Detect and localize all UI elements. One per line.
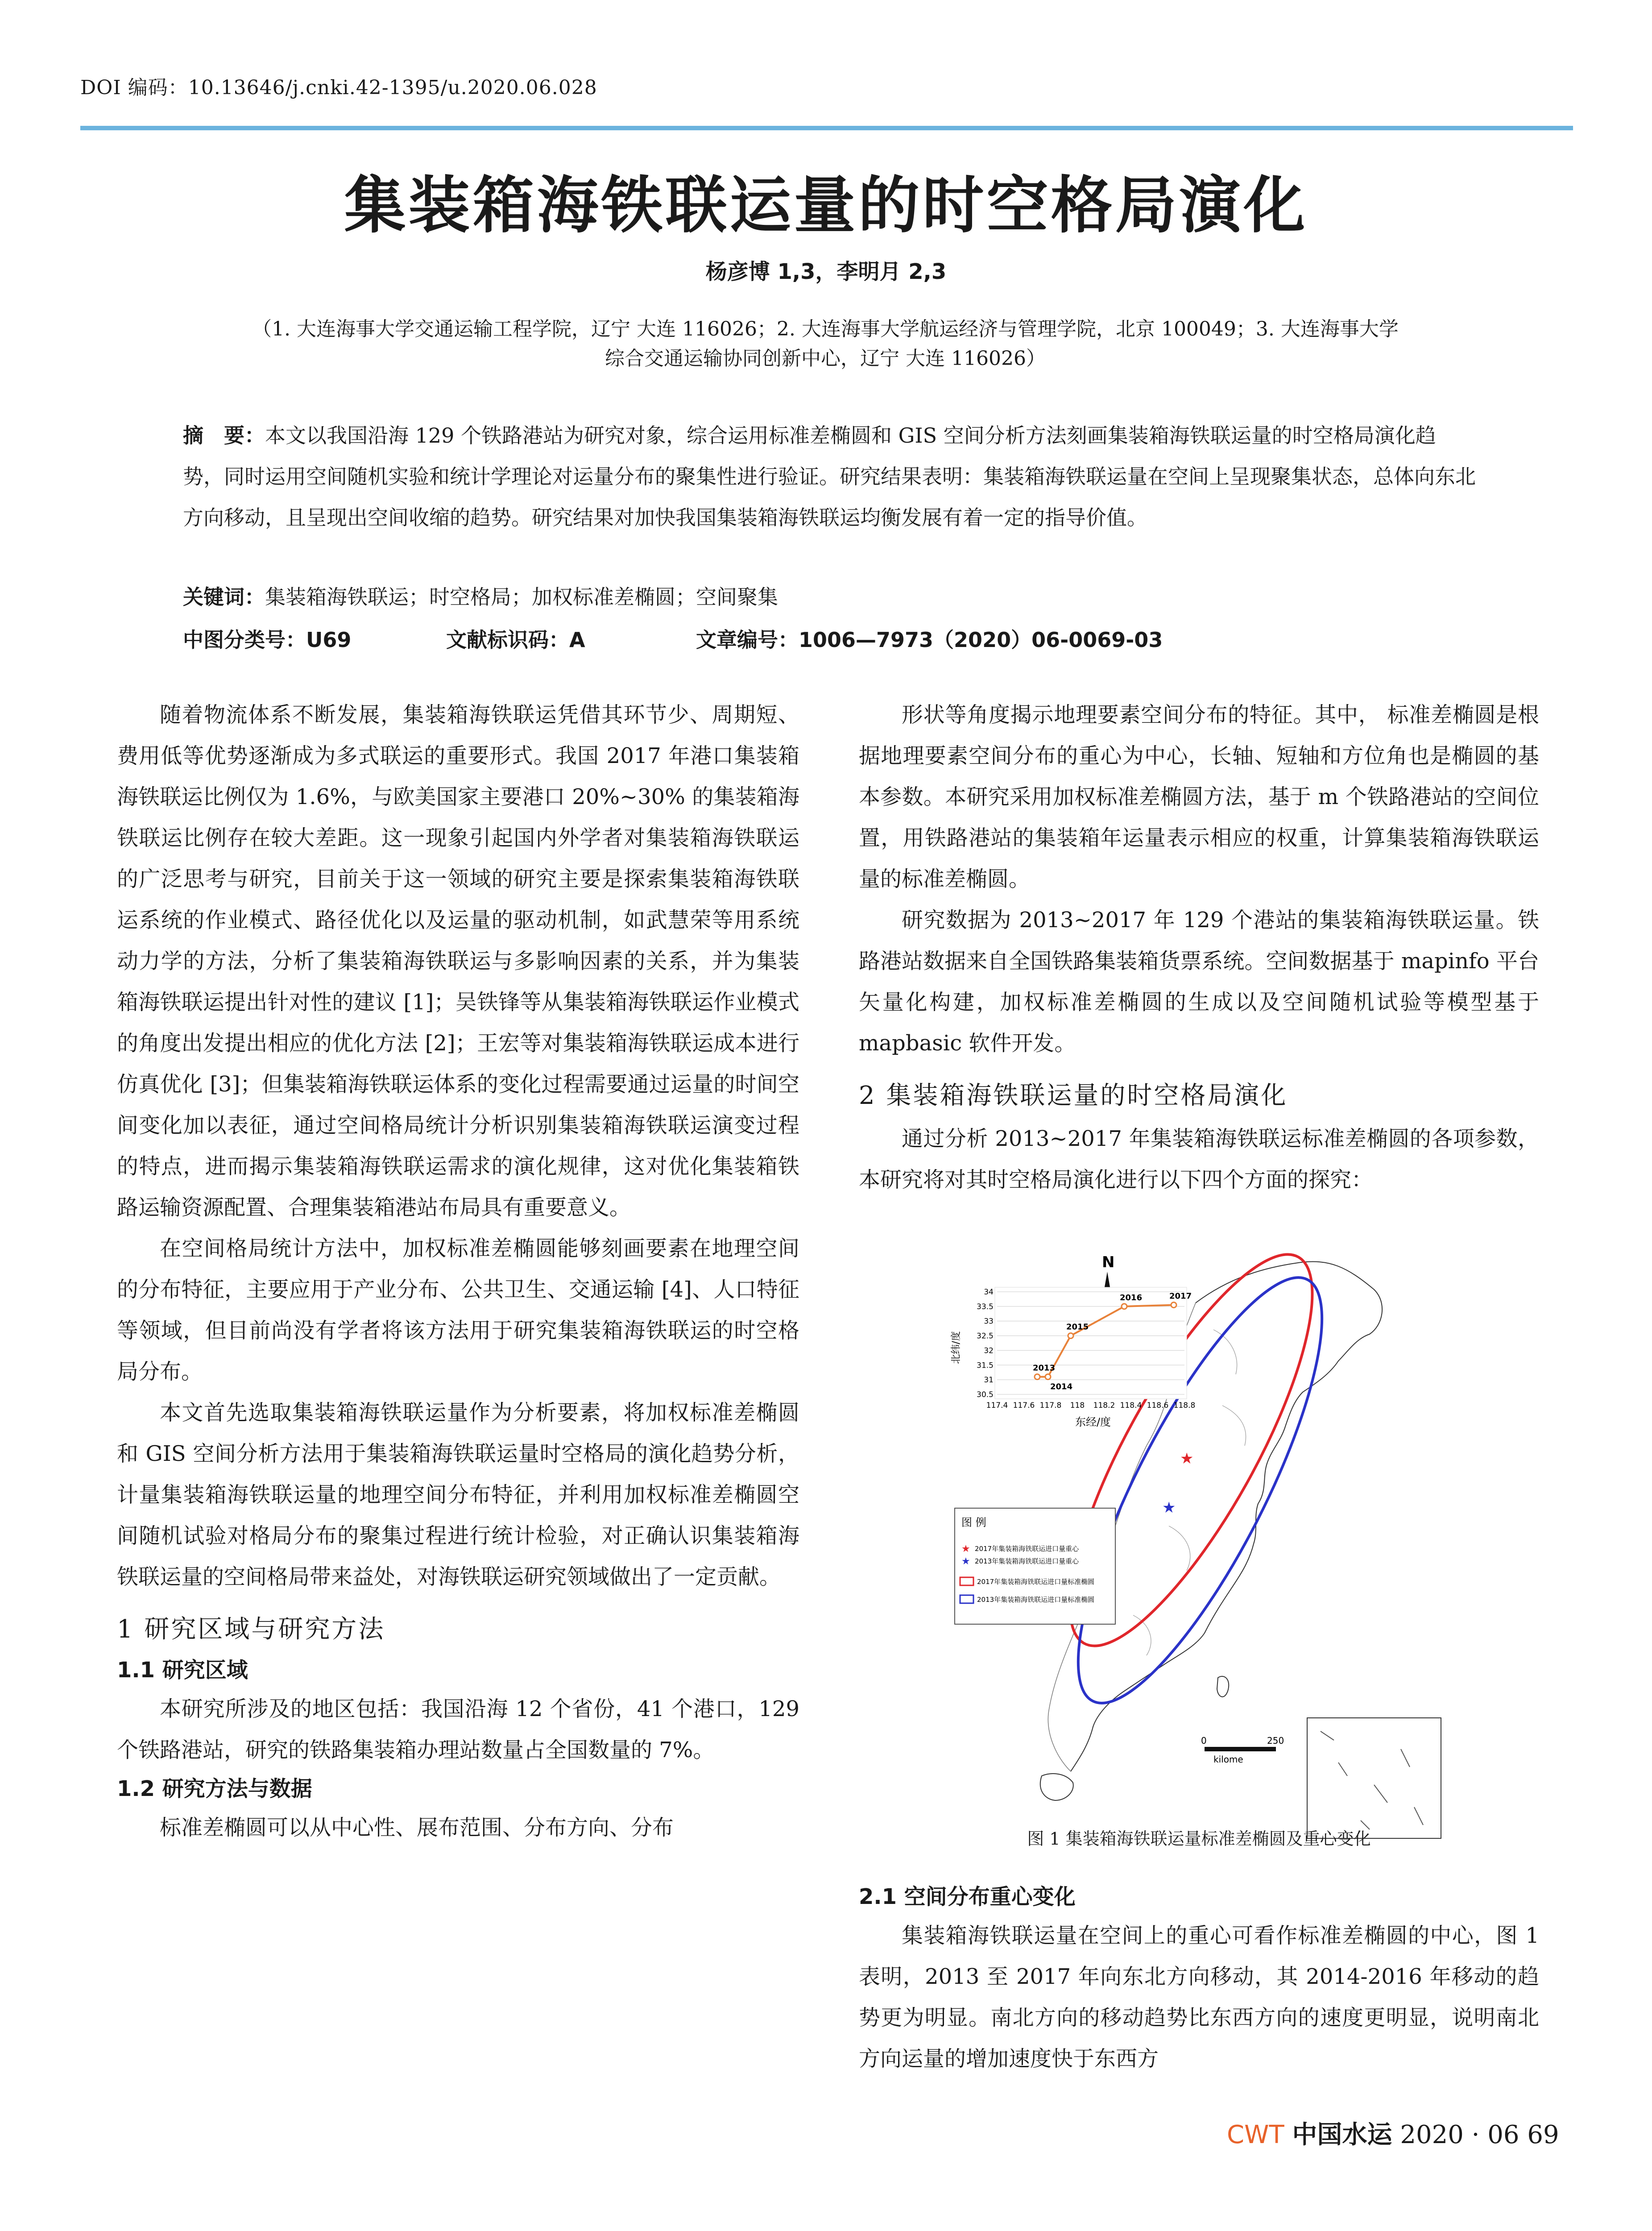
x-tick-label: 118.8 bbox=[1173, 1401, 1196, 1410]
affiliation-line-1: （1. 大连海事大学交通运输工程学院，辽宁 大连 116026；2. 大连海事大学航运经济与管理学院，北京 100049；3. 大连海事大学 bbox=[252, 318, 1399, 340]
subsection-heading-1-1: 1.1 研究区域 bbox=[117, 1658, 248, 1683]
footer-page-number: 69 bbox=[1527, 2120, 1559, 2149]
paragraph: 标准差椭圆可以从中心性、展布范围、分布方向、分布 bbox=[160, 1815, 674, 1840]
map-legend bbox=[955, 1508, 1115, 1624]
paragraph: 本文首先选取集装箱海铁联运量作为分析要素，将加权标准差椭圆和 GIS 空间分析方法用于集装箱海铁联运量时空格局的演化趋势分析，计量集装箱海铁联运量的地理空间分布特征，并利用加权标准差椭圆空间随机试验对格局分布的聚集过程进行统计检验，对正确认识集装箱海铁联运量的空间格局带来益处，对海铁联运研究领域做出了一定贡献。 bbox=[117, 1400, 799, 1589]
y-tick-label: 30.5 bbox=[977, 1390, 994, 1399]
figure-caption: 图 1 集装箱海铁联运量标准差椭圆及重心变化 bbox=[1027, 1829, 1371, 1849]
abstract-label: 摘 要： bbox=[183, 423, 265, 448]
y-tick-label: 34 bbox=[984, 1288, 994, 1297]
legend-item: 2017年集装箱海铁联运进口量标准椭圆 bbox=[977, 1578, 1095, 1586]
left-column bbox=[117, 694, 799, 1848]
scale-zero: 0 bbox=[1201, 1735, 1207, 1746]
right-column-lower bbox=[859, 1879, 1539, 2079]
legend-star-blue-icon: ★ bbox=[961, 1556, 970, 1567]
north-label: N bbox=[1102, 1253, 1115, 1271]
abstract bbox=[183, 415, 1477, 538]
keywords-label: 关键词： bbox=[183, 585, 265, 609]
paragraph: 形状等角度揭示地理要素空间分布的特征。其中， 标准差椭圆是根据地理要素空间分布的重心为中心，长轴、短轴和方位角也是椭圆的基本参数。本研究采用加权标准差椭圆方法，基于 m 个铁路港站的空间位置，用铁路港站的集装箱年运量表示相应的权重，计算集装箱海铁联运量的标准差椭圆。 bbox=[859, 702, 1539, 892]
data-point bbox=[1171, 1302, 1176, 1308]
keywords-text: 集装箱海铁联运；时空格局；加权标准差椭圆；空间聚集 bbox=[265, 585, 778, 609]
centroid-2017-star: ★ bbox=[1180, 1450, 1194, 1468]
x-tick-label: 118.2 bbox=[1093, 1401, 1115, 1410]
scale-bar bbox=[1201, 1735, 1284, 1765]
legend-item: 2013年集装箱海铁联运进口量重心 bbox=[975, 1557, 1079, 1565]
x-tick-label: 118.4 bbox=[1120, 1401, 1142, 1410]
x-tick-label: 117.6 bbox=[1013, 1401, 1035, 1410]
data-point-label: 2014 bbox=[1050, 1382, 1073, 1392]
scale-max: 250 bbox=[1267, 1735, 1284, 1746]
scale-unit: kilome bbox=[1213, 1754, 1243, 1765]
abstract-text: 本文以我国沿海 129 个铁路港站为研究对象，综合运用标准差椭圆和 GIS 空间分析方法刻画集装箱海铁联运量的时空格局演化趋势，同时运用空间随机实验和统计学理论对运量分布的聚集性进行验证。研究结果表明：集装箱海铁联运量在空间上呈现聚集状态，总体向东北方向移动，且呈现出空间收缩的趋势。研究结果对加快我国集装箱海铁联运均衡发展有着一定的指导价值。 bbox=[183, 423, 1476, 530]
header-rule bbox=[80, 126, 1573, 130]
x-tick-label: 117.8 bbox=[1039, 1401, 1062, 1410]
data-point-label: 2016 bbox=[1120, 1293, 1143, 1302]
data-point bbox=[1068, 1333, 1073, 1339]
footer-magazine: 中国水运 bbox=[1292, 2120, 1392, 2149]
paragraph: 集装箱海铁联运量在空间上的重心可看作标准差椭圆的中心，图 1 表明，2013 至 2017 年向东北方向移动，其 2014-2016 年移动的趋势更为明显。南北方向的移动趋势比东西方向的速度更明显，说明南北方向运量的增加速度快于东西方 bbox=[859, 1923, 1539, 2071]
doi-line: DOI 编码：10.13646/j.cnki.42-1395/u.2020.06.028 bbox=[80, 76, 597, 99]
y-tick-label: 31.5 bbox=[977, 1361, 994, 1370]
article-authors: 杨彦博 1,3，李明月 2,3 bbox=[705, 259, 947, 284]
footer-issue: 2020 · 06 bbox=[1400, 2120, 1520, 2149]
right-column bbox=[859, 694, 1539, 1200]
document-code: 文献标识码：A bbox=[446, 628, 585, 652]
x-tick-label: 118 bbox=[1070, 1401, 1085, 1410]
paragraph: 通过分析 2013~2017 年集装箱海铁联运标准差椭圆的各项参数，本研究将对其时空格局演化进行以下四个方面的探究： bbox=[859, 1126, 1539, 1192]
y-tick-label: 33 bbox=[984, 1317, 994, 1326]
data-point bbox=[1045, 1374, 1051, 1380]
inset-y-ticks bbox=[977, 1288, 994, 1399]
x-tick-label: 117.4 bbox=[986, 1401, 1008, 1410]
y-tick-label: 32.5 bbox=[977, 1331, 994, 1341]
data-point bbox=[1035, 1374, 1040, 1380]
article-number: 文章编号：1006—7973（2020）06-0069-03 bbox=[696, 628, 1163, 652]
paragraph: 在空间格局统计方法中，加权标准差椭圆能够刻画要素在地理空间的分布特征，主要应用于产业分布、公共卫生、交通运输 [4]、人口特征等领域，但目前尚没有学者将该方法用于研究集装箱海铁联运的时空格局分布。 bbox=[117, 1236, 799, 1384]
inset-chart bbox=[951, 1287, 1195, 1428]
section-heading-2: 2 集装箱海铁联运量的时空格局演化 bbox=[859, 1081, 1288, 1110]
paragraph: 本研究所涉及的地区包括：我国沿海 12 个省份，41 个港口，129 个铁路港站，研究的铁路集装箱办理站数量占全国数量的 7%。 bbox=[117, 1696, 799, 1762]
subsection-heading-1-2: 1.2 研究方法与数据 bbox=[117, 1776, 312, 1801]
y-tick-label: 32 bbox=[984, 1346, 994, 1356]
keywords bbox=[183, 581, 778, 610]
south-china-sea-inset bbox=[1307, 1718, 1441, 1838]
article-title: 集装箱海铁联运量的时空格局演化 bbox=[344, 170, 1308, 241]
legend-title: 图 例 bbox=[961, 1516, 986, 1529]
section-heading-1: 1 研究区域与研究方法 bbox=[117, 1615, 385, 1644]
figure-1 bbox=[946, 1249, 1450, 1843]
data-point bbox=[1122, 1304, 1127, 1309]
affiliations bbox=[120, 315, 1530, 373]
centroid-2013-star: ★ bbox=[1162, 1499, 1176, 1517]
footer-cwt-logo: CWT bbox=[1227, 2120, 1284, 2149]
subsection-heading-2-1: 2.1 空间分布重心变化 bbox=[859, 1884, 1076, 1909]
inset-x-ticks bbox=[986, 1401, 1196, 1410]
data-point-label: 2015 bbox=[1066, 1322, 1089, 1332]
x-tick-label: 118.6 bbox=[1147, 1401, 1169, 1410]
paragraph: 研究数据为 2013~2017 年 129 个港站的集装箱海铁联运量。铁路港站数据来自全国铁路集装箱货票系统。空间数据基于 mapinfo 平台矢量化构建，加权标准差椭圆的生成以及空间随机试验等模型基于 mapbasic 软件开发。 bbox=[859, 908, 1539, 1056]
legend-item: 2017年集装箱海铁联运进口量重心 bbox=[975, 1545, 1079, 1553]
page-footer bbox=[1227, 2115, 1559, 2151]
x-axis-label: 东经/度 bbox=[1075, 1416, 1111, 1428]
y-tick-label: 31 bbox=[984, 1376, 994, 1385]
data-point-label: 2013 bbox=[1033, 1363, 1056, 1373]
data-point-label: 2017 bbox=[1169, 1291, 1192, 1301]
clc-code: 中图分类号：U69 bbox=[183, 628, 352, 652]
y-tick-label: 33.5 bbox=[977, 1302, 994, 1311]
paragraph: 随着物流体系不断发展，集装箱海铁联运凭借其环节少、周期短、费用低等优势逐渐成为多式联运的重要形式。我国 2017 年港口集装箱海铁联运比例仅为 1.6%，与欧美国家主要港口 20%~30% 的集装箱海铁联运比例存在较大差距。这一现象引起国内外学者对集装箱海铁联运的广泛思考与研究，目前关于这一领域的研究主要是探索集装箱海铁联运系统的作业模式、路径优化以及运量的驱动机制，如武慧荣等用系统动力学的方法，分析了集装箱海铁联运与多影响因素的关系，并为集装箱海铁联运提出针对性的建议 [1]；吴铁锋等从集装箱海铁联运作业模式的角度出发提出相应的优化方法 [2]；王宏等对集装箱海铁联运成本进行仿真优化 [3]；但集装箱海铁联运体系的变化过程需要通过运量的时间空间变化加以表征，通过空间格局统计分析识别集装箱海铁联运演变过程的特点，进而揭示集装箱海铁联运需求的演化规律，这对优化集装箱铁路运输资源配置、合理集装箱港站布局具有重要意义。 bbox=[117, 702, 799, 1220]
legend-star-red-icon: ★ bbox=[961, 1543, 970, 1555]
affiliation-line-2: 综合交通运输协同创新中心，辽宁 大连 116026） bbox=[605, 347, 1046, 370]
legend-item: 2013年集装箱海铁联运进口量标准椭圆 bbox=[977, 1596, 1095, 1604]
y-axis-label: 北纬/度 bbox=[951, 1331, 962, 1364]
